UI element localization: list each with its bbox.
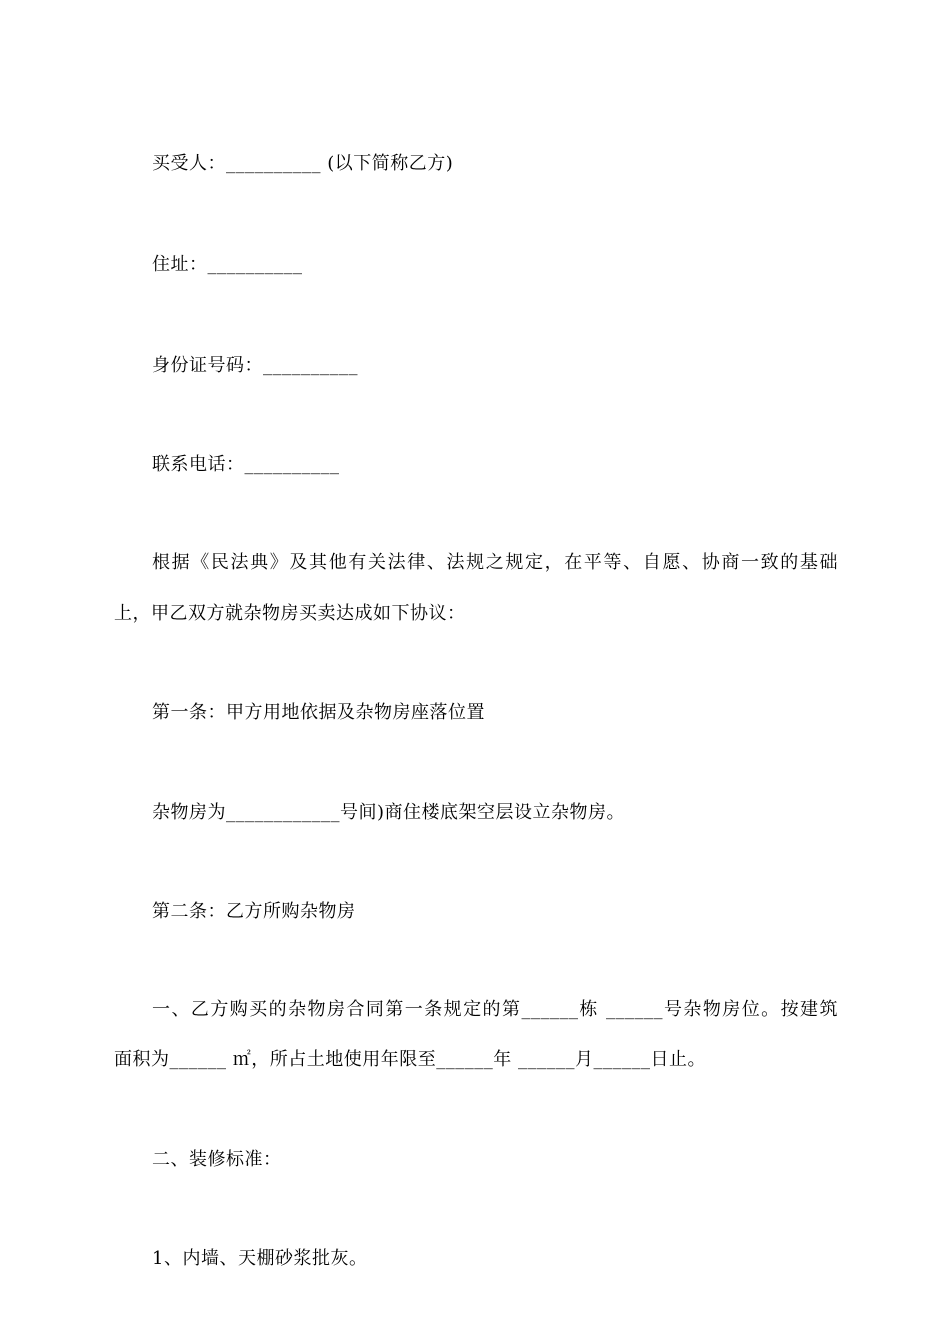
article-1-title: 第一条：甲方用地依据及杂物房座落位置	[152, 702, 485, 723]
phone-line: 联系电话：__________	[152, 454, 340, 475]
address-line: 住址：__________	[152, 254, 303, 275]
article-1-text: 杂物房为____________号间)商住楼底架空层设立杂物房。	[152, 802, 626, 823]
article-2-title: 第二条：乙方所购杂物房	[152, 901, 356, 922]
article-2-item-1-line-1: 一、乙方购买的杂物房合同第一条规定的第______栋 ______号杂物房位。按建筑	[152, 999, 838, 1020]
buyer-line: 买受人：__________ (以下简称乙方)	[152, 153, 454, 174]
article-2-item-2: 二、装修标准：	[152, 1149, 282, 1170]
id-number-line: 身份证号码：__________	[152, 355, 358, 376]
article-2-item-1-line-2: 面积为______ ㎡，所占土地使用年限至______年 ______月______日止。	[114, 1049, 706, 1070]
article-2-item-2-point-1: 1、内墙、天棚砂浆批灰。	[152, 1248, 368, 1269]
preamble-line-2: 上，甲乙双方就杂物房买卖达成如下协议：	[114, 603, 466, 624]
preamble-line-1: 根据《民法典》及其他有关法律、法规之规定，在平等、自愿、协商一致的基础	[152, 552, 838, 573]
